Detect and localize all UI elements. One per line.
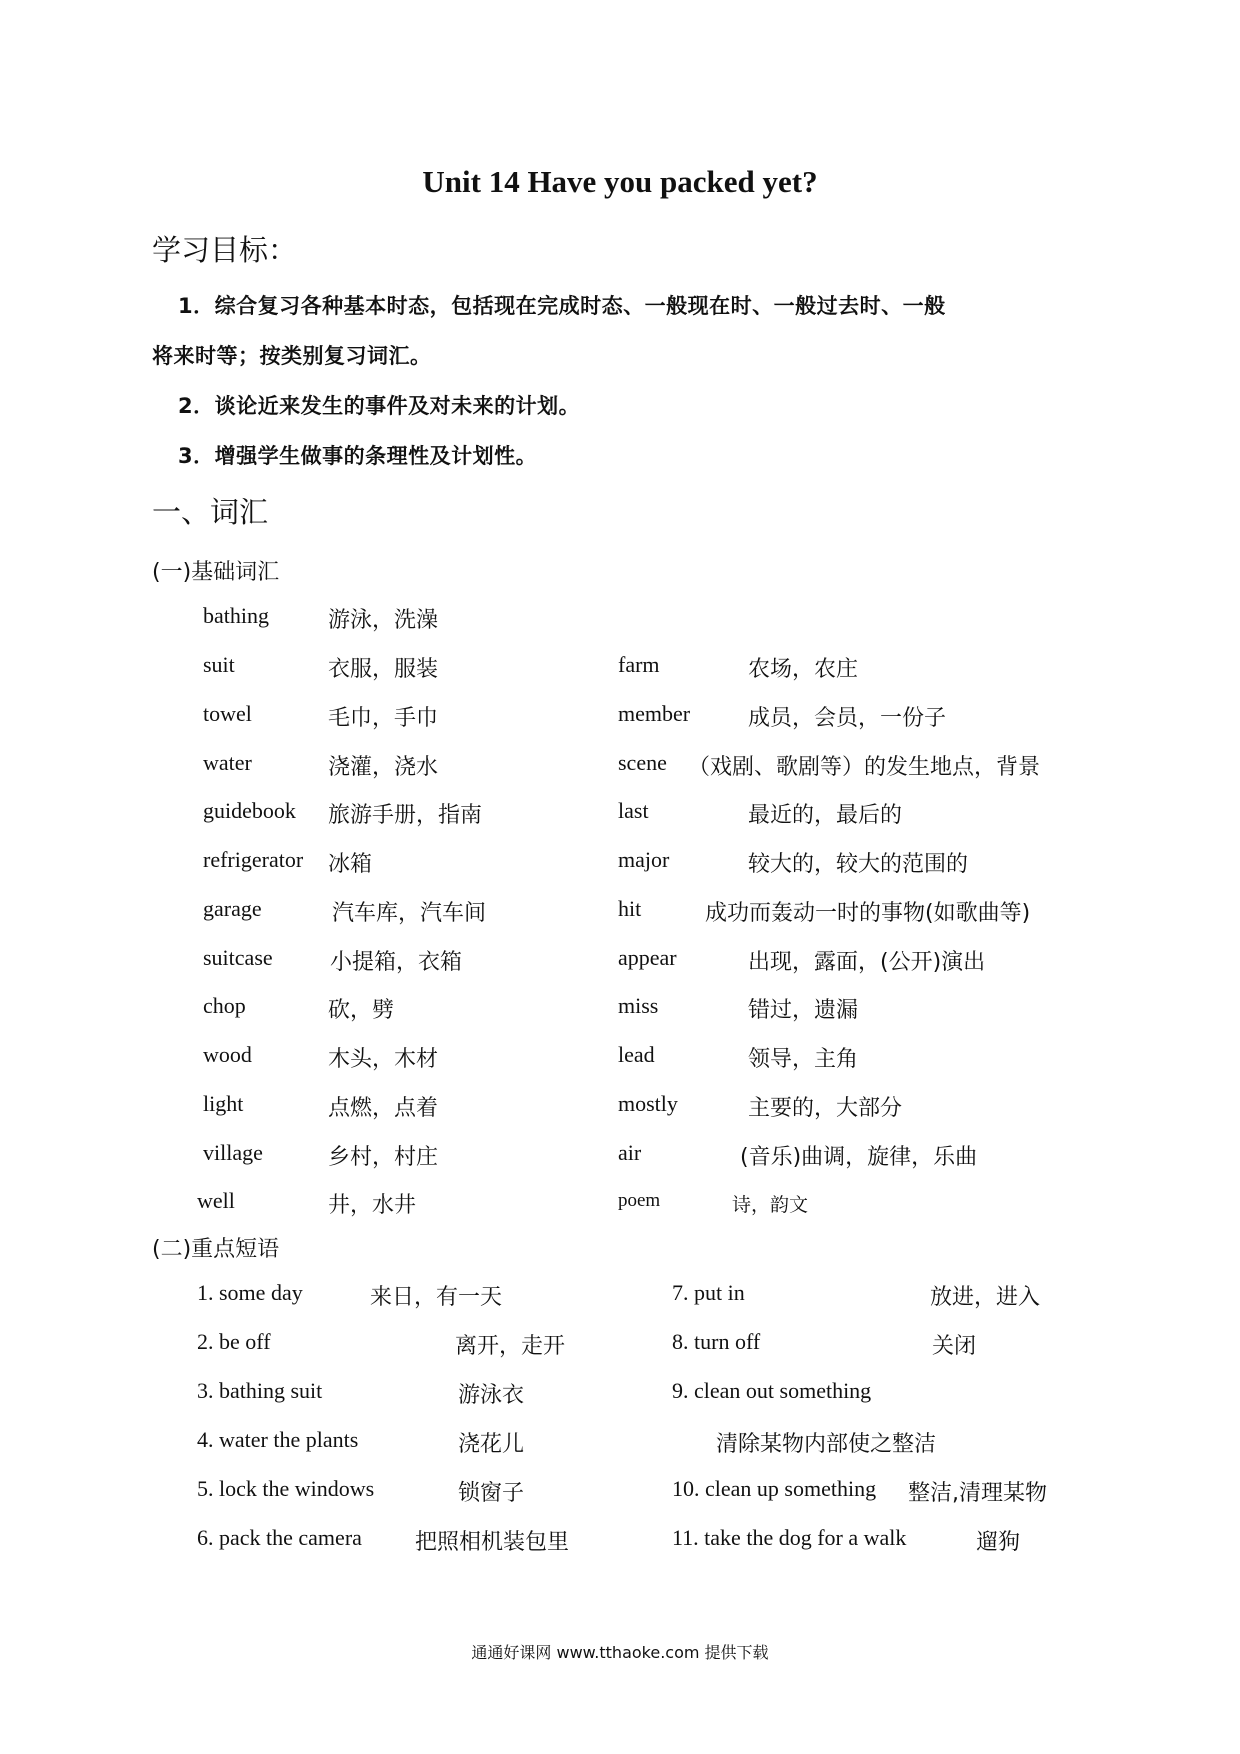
vocab-word: garage [203, 896, 262, 921]
vocab-word: light [203, 1091, 244, 1116]
page-footer: 通通好课网 www.tthaoke.com 提供下载 [471, 1643, 769, 1662]
objective-1-line-2: 将来时等；按类别复习词汇。 [152, 344, 432, 368]
vocab-word: suit [203, 652, 235, 677]
vocab-meaning: 木头，木材 [328, 1047, 439, 1072]
vocab-heading: 一、词汇 [152, 495, 269, 529]
vocab-word: bathing [203, 603, 269, 628]
vocab-word: village [203, 1140, 263, 1165]
phrase-meaning: 整洁,清理某物 [908, 1481, 1047, 1506]
phrase-meaning: 把照相机装包里 [415, 1530, 570, 1555]
vocab-word: refrigerator [203, 847, 304, 872]
phrase-text: 11. take the dog for a walk [672, 1525, 907, 1550]
vocab-word: water [203, 750, 252, 775]
objectives-heading: 学习目标： [152, 233, 298, 267]
vocab-meaning: 错过，遗漏 [748, 998, 859, 1023]
phrase-text: 9. clean out something [672, 1378, 872, 1403]
vocab-word: member [618, 701, 691, 726]
phrase-meaning: 游泳衣 [458, 1383, 525, 1408]
vocab-meaning: 成功而轰动一时的事物(如歌曲等) [705, 901, 1031, 926]
vocab-meaning: 出现，露面，(公开)演出 [748, 950, 986, 975]
vocab-word: poem [618, 1190, 661, 1211]
objective-1-line-1: 1．综合复习各种基本时态，包括现在完成时态、一般现在时、一般过去时、一般 [178, 294, 946, 318]
phrase-meaning: 来日，有一天 [370, 1285, 503, 1310]
vocab-meaning: 毛巾，手巾 [328, 706, 439, 731]
vocab-meaning: 农场，农庄 [748, 657, 859, 682]
vocab-word: major [618, 847, 670, 872]
vocab-word: scene [618, 750, 667, 775]
vocab-meaning: 汽车库，汽车间 [332, 901, 487, 926]
phrase-text: 10. clean up something [672, 1476, 877, 1501]
vocab-meaning: (音乐)曲调，旋律，乐曲 [740, 1145, 978, 1170]
vocab-meaning: 游泳，洗澡 [328, 608, 439, 633]
phrase-meaning: 锁窗子 [458, 1481, 525, 1506]
vocab-meaning: 乡村，村庄 [328, 1145, 439, 1170]
phrase-meaning: 浇花儿 [458, 1432, 525, 1457]
vocab-meaning: 砍，劈 [328, 998, 395, 1023]
phrase-text: 3. bathing suit [197, 1378, 323, 1403]
vocab-word: well [197, 1188, 235, 1213]
vocab-word: guidebook [203, 798, 296, 823]
vocab-meaning: （戏剧、歌剧等）的发生地点，背景 [688, 755, 1041, 780]
vocab-word: chop [203, 993, 246, 1018]
vocab-meaning: 诗，韵文 [732, 1194, 809, 1216]
vocab-meaning: 领导，主角 [748, 1047, 859, 1072]
vocab-meaning: 井，水井 [328, 1193, 417, 1218]
phrase-text: 5. lock the windows [197, 1476, 375, 1501]
phrase-text: 7. put in [672, 1280, 745, 1305]
vocab-word: mostly [618, 1091, 678, 1116]
phrase-meaning: 遛狗 [976, 1530, 1021, 1555]
vocab-word: air [618, 1140, 642, 1165]
phrase-meaning: 放进，进入 [930, 1285, 1041, 1310]
vocab-word: farm [618, 652, 660, 677]
phrase-meaning: 离开，走开 [455, 1334, 566, 1359]
vocab-word: wood [203, 1042, 252, 1067]
vocab-meaning: 成员，会员，一份子 [748, 706, 947, 731]
key-phrases-heading: (二)重点短语 [152, 1237, 280, 1262]
vocab-meaning: 浇灌，浇水 [328, 755, 439, 780]
objective-2: 2．谈论近来发生的事件及对未来的计划。 [178, 394, 581, 418]
vocab-meaning: 主要的，大部分 [748, 1096, 903, 1121]
phrase-text: 8. turn off [672, 1329, 761, 1354]
vocab-meaning: 冰箱 [328, 852, 373, 877]
vocab-meaning: 较大的，较大的范围的 [748, 852, 969, 877]
phrase-meaning: 清除某物内部使之整洁 [716, 1432, 937, 1457]
phrase-text: 2. be off [197, 1329, 271, 1354]
vocab-word: lead [618, 1042, 655, 1067]
vocab-word: appear [618, 945, 677, 970]
vocab-meaning: 小提箱，衣箱 [330, 950, 463, 975]
basic-vocab-heading: (一)基础词汇 [152, 560, 280, 585]
vocab-word: hit [618, 896, 642, 921]
vocab-meaning: 旅游手册，指南 [328, 803, 483, 828]
phrase-text: 1. some day [197, 1280, 303, 1305]
vocab-meaning: 点燃，点着 [328, 1096, 439, 1121]
objective-3: 3．增强学生做事的条理性及计划性。 [178, 444, 538, 468]
vocab-meaning: 衣服，服装 [328, 657, 439, 682]
phrase-text: 6. pack the camera [197, 1525, 362, 1550]
page-title: Unit 14 Have you packed yet? [422, 164, 818, 199]
vocab-word: last [618, 798, 649, 823]
phrase-text: 4. water the plants [197, 1427, 359, 1452]
vocab-meaning: 最近的，最后的 [748, 803, 903, 828]
vocab-word: towel [203, 701, 252, 726]
vocab-word: suitcase [203, 945, 273, 970]
phrase-meaning: 关闭 [932, 1334, 977, 1359]
vocab-word: miss [618, 993, 659, 1018]
